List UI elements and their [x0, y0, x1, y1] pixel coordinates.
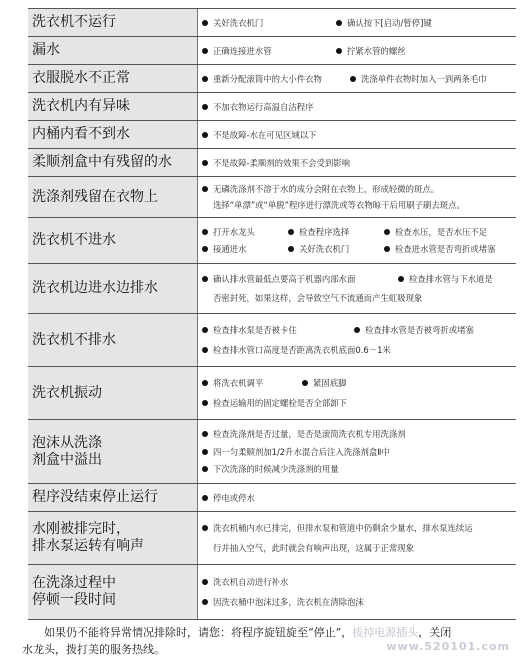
problem-title: 洗衣机边进水边排水: [32, 280, 158, 296]
solution-line: [202, 428, 513, 440]
solution-continuation: 行并抽入空气，此时就会有响声出现，这属于正常现象: [213, 543, 414, 553]
solution-item: 不加衣物运行高温自洁程序: [202, 101, 314, 113]
bullet-icon: [202, 132, 208, 138]
solution-cell: [198, 93, 516, 120]
bullet-icon: [288, 229, 294, 235]
solution-cell: [198, 121, 516, 148]
solution-item: 不是故障-水在可见区域以下: [202, 129, 317, 141]
problem-cell: [28, 149, 198, 176]
solution-item: 检查排水管口高度是否距离洗衣机底面0.6－1米: [202, 344, 391, 356]
problem-title: 停顿一段时间: [32, 592, 116, 608]
problem-cell: [28, 512, 198, 564]
solution-continuation: 否密封死，如果这样，会导致空气不流通而产生虹吸现象: [213, 293, 423, 303]
bullet-icon: [336, 48, 342, 54]
solution-item: 检查程序选择: [288, 226, 384, 238]
table-row: [28, 121, 516, 149]
table-row: [28, 177, 516, 218]
table-row: [28, 149, 516, 177]
problem-title: 程序没结束停止运行: [32, 489, 158, 505]
solution-cell: [198, 37, 516, 64]
solution-item: 检查排水泵是否被卡住: [202, 324, 354, 336]
problem-title: 衣服脱水不正常: [32, 70, 130, 86]
solution-line: [202, 344, 513, 356]
solution-item: 关好洗衣机门: [202, 17, 336, 29]
table-row: [28, 65, 516, 93]
problem-cell: [28, 177, 198, 217]
bullet-icon: [288, 246, 294, 252]
problem-cell: [28, 218, 198, 263]
bullet-icon: [202, 229, 208, 235]
bullet-icon: [202, 246, 208, 252]
solution-cell: [198, 565, 516, 619]
solution-line: [202, 273, 513, 285]
solution-line: [202, 226, 513, 238]
problem-cell: [28, 9, 198, 36]
bullet-icon: [202, 525, 208, 531]
table-row: [28, 420, 516, 484]
solution-item: 无磷洗涤剂不溶于水的成分会附在衣物上，形成轻微的斑点。: [202, 183, 439, 195]
solution-line: [202, 157, 513, 169]
solution-cell: [198, 177, 516, 217]
solution-item: 正确连接进水管: [202, 45, 336, 57]
solution-line: [202, 243, 513, 255]
solution-item: 检查水压，是否水压不足: [384, 226, 487, 238]
bullet-icon: [202, 327, 208, 333]
solution-item: 不是故障-柔顺剂的效果不会受到影响: [202, 157, 350, 169]
solution-item: 检查排水管与下水道是: [398, 273, 493, 285]
bullet-icon: [350, 76, 356, 82]
solution-item: 四一匀柔顺剂加1/2升水混合后注入洗涤剂盒Ⅱ中: [202, 446, 390, 458]
solution-line: [202, 324, 513, 336]
solution-line: [202, 73, 513, 85]
bullet-icon: [202, 20, 208, 26]
problem-title: 洗衣机振动: [32, 384, 102, 401]
problem-title: 在洗涤过程中: [32, 575, 116, 591]
bullet-icon: [202, 186, 208, 192]
solution-cell: [198, 9, 516, 36]
solution-continuation: 选择“单漂”或“单脱”程序进行漂洗或等衣物晾干后用刷子刷去斑点。: [213, 200, 465, 210]
solution-line: [202, 377, 513, 389]
solution-item: 确认排水管最低点要高于机器内部水面: [202, 273, 398, 285]
solution-line: [202, 596, 513, 608]
solution-cell: [198, 420, 516, 483]
bullet-icon: [202, 104, 208, 110]
problem-title: 漏水: [32, 42, 60, 58]
bullet-icon: [202, 400, 208, 406]
problem-cell: [28, 93, 198, 120]
problem-cell: [28, 565, 198, 619]
footer-line: 如果仍不能将异常情况排除时，请您：将程序旋钮旋至“停止”，拔掉电源插头，关闭: [44, 626, 452, 639]
solution-item: 停电或停水: [202, 492, 255, 504]
solution-item: 下次洗涤的时候减少洗涤剂的用量: [202, 463, 339, 475]
bullet-icon: [384, 229, 390, 235]
problem-cell: [28, 37, 198, 64]
table-row: [28, 565, 516, 620]
problem-title: 剂盒中溢出: [32, 451, 102, 468]
problem-title: 水刚被排完时，: [32, 521, 130, 537]
problem-cell: [28, 121, 198, 148]
bullet-icon: [202, 466, 208, 472]
solution-line: [202, 17, 513, 29]
solution-line: [202, 576, 513, 588]
problem-cell: [28, 65, 198, 92]
bullet-icon: [398, 276, 404, 282]
problem-title: 洗衣机不运行: [32, 14, 116, 30]
solution-line: [202, 183, 513, 195]
table-row: [28, 367, 516, 420]
bullet-icon: [202, 431, 208, 437]
problem-title: 洗衣机内有异味: [32, 98, 130, 114]
problem-cell: [28, 420, 198, 483]
solution-line: [202, 522, 513, 534]
problem-title: 洗衣机不排水: [32, 331, 116, 348]
solution-item: 检查排水管是否被弯折或堵塞: [354, 324, 474, 336]
solution-cell: [198, 512, 516, 564]
solution-item: 洗衣机自动进行补水: [202, 576, 288, 588]
solution-item: 洗涤单件衣物时加入一到两条毛巾: [350, 73, 487, 85]
problem-title: 泡沫从洗涤: [32, 434, 102, 451]
table-row: [28, 9, 516, 37]
bullet-icon: [202, 449, 208, 455]
problem-cell: [28, 264, 198, 313]
problem-title: 洗衣机不进水: [32, 232, 116, 248]
table-row: [28, 264, 516, 314]
solution-line: [202, 463, 513, 475]
table-row: [28, 218, 516, 264]
solution-line: [202, 129, 513, 141]
bullet-icon: [202, 76, 208, 82]
solution-item: 关好洗衣机门: [288, 243, 384, 255]
solution-line: [202, 101, 513, 113]
solution-cell: [198, 367, 516, 419]
problem-cell: [28, 367, 198, 419]
bullet-icon: [202, 380, 208, 386]
solution-line: [202, 45, 513, 57]
bullet-icon: [202, 579, 208, 585]
solution-item: 检查洗涤剂是否过量，是否是滚筒洗衣机专用洗涤剂: [202, 428, 406, 440]
problem-title: 柔顺剂盒中有残留的水: [32, 154, 172, 170]
table-row: [28, 512, 516, 565]
bullet-icon: [202, 599, 208, 605]
solution-cell: [198, 65, 516, 92]
bullet-icon: [354, 327, 360, 333]
solution-item: 确认按下[启动/暂停]键: [336, 17, 432, 29]
solution-item: 拧紧水管的螺丝: [336, 45, 406, 57]
solution-line: [202, 492, 513, 504]
solution-item: 因洗衣桶中泡沫过多，洗衣机在清除泡沫: [202, 596, 364, 608]
bullet-icon: [302, 380, 308, 386]
solution-item: 检查运输用的固定螺栓是否全部卸下: [202, 397, 347, 409]
table-row: [28, 37, 516, 65]
solution-line: [202, 446, 513, 458]
table-row: [28, 484, 516, 512]
problem-cell: [28, 484, 198, 511]
bullet-icon: [202, 160, 208, 166]
problem-title: 内桶内看不到水: [32, 126, 130, 142]
footer-line: 水龙头，拨打美的服务热线。: [22, 643, 165, 656]
solution-item: 接通进水: [202, 243, 288, 255]
solution-item: 洗衣机桶内水已排完，但排水泵和管道中仍剩余少量水，排水泵连续运: [202, 522, 473, 534]
bullet-icon: [202, 347, 208, 353]
troubleshooting-table: [28, 8, 516, 620]
bullet-icon: [202, 276, 208, 282]
solution-item: 打开水龙头: [202, 226, 288, 238]
solution-cell: [198, 149, 516, 176]
solution-cell: [198, 218, 516, 263]
table-row: [28, 93, 516, 121]
problem-title: 洗涤剂残留在衣物上: [32, 188, 158, 205]
solution-item: 重新分配滚筒中的大小件衣物: [202, 73, 350, 85]
watermark-url: www.520101.com: [386, 640, 510, 653]
problem-title: 排水泵运转有响声: [32, 538, 144, 554]
bullet-icon: [202, 48, 208, 54]
solution-item: 检查进水管是否弯折或堵塞: [384, 243, 496, 255]
problem-cell: [28, 314, 198, 366]
solution-item: 紧固底脚: [302, 377, 347, 389]
solution-cell: [198, 264, 516, 313]
solution-cell: [198, 314, 516, 366]
solution-item: 将洗衣机调平: [202, 377, 302, 389]
bullet-icon: [384, 246, 390, 252]
table-row: [28, 314, 516, 367]
solution-line: [202, 397, 513, 409]
bullet-icon: [336, 20, 342, 26]
bullet-icon: [202, 495, 208, 501]
solution-cell: [198, 484, 516, 511]
